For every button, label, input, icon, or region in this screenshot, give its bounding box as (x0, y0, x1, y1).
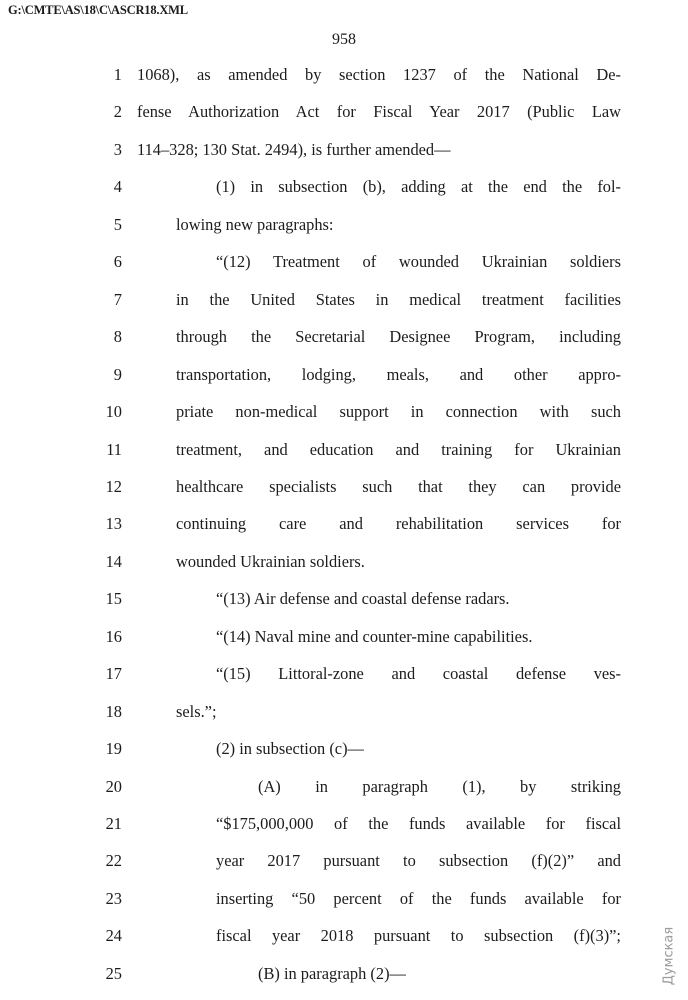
svg-text:Думская: Думская (661, 926, 677, 986)
line-text: 114–328; 130 Stat. 2494), is further amended— (137, 139, 451, 159)
text-line (0, 589, 688, 615)
line-text: healthcare specialists such that they can provide (176, 476, 621, 496)
line-text: (A) in paragraph (1), by striking (258, 776, 621, 796)
line-text: sels.”; (176, 701, 217, 721)
text-line (0, 365, 688, 391)
text-line (0, 552, 688, 578)
text-line (0, 215, 688, 241)
line-text: (B) in paragraph (2)— (258, 963, 406, 983)
text-line (0, 252, 688, 278)
line-text: year 2017 pursuant to subsection (f)(2)” and (216, 851, 621, 871)
line-text: “(12) Treatment of wounded Ukrainian soldiers (216, 252, 621, 272)
line-number: 8 (113, 327, 122, 347)
file-path-header: G:\CMTE\AS\18\C\ASCR18.XML (8, 3, 188, 17)
text-line (0, 851, 688, 877)
text-line (0, 440, 688, 466)
line-number: 2 (113, 102, 122, 122)
line-number: 1 (113, 65, 122, 84)
line-number: 13 (105, 514, 122, 534)
text-line (0, 664, 688, 690)
line-text: lowing new paragraphs: (176, 214, 334, 234)
line-number: 22 (105, 851, 122, 871)
line-text: “$175,000,000 of the funds available for fiscal (216, 814, 621, 833)
line-number: 14 (105, 551, 122, 571)
line-number: 20 (105, 776, 122, 796)
line-text: through the Secretarial Designee Program, including (176, 327, 621, 347)
text-line (0, 65, 688, 91)
line-text: continuing care and rehabilitation services for (176, 514, 621, 534)
line-number: 16 (105, 626, 122, 646)
line-number: 10 (105, 402, 122, 422)
text-line (0, 477, 688, 503)
line-text: “(15) Littoral-zone and coastal defense ves- (216, 664, 621, 684)
line-text: “(13) Air defense and coastal defense radars. (216, 589, 510, 609)
line-text: fense Authorization Act for Fiscal Year 2017 (Public Law (137, 102, 621, 122)
line-text: inserting “50 percent of the funds available for (216, 888, 621, 908)
line-number: 6 (113, 252, 122, 272)
text-line (0, 739, 688, 765)
line-number: 25 (105, 963, 122, 983)
text-line (0, 926, 688, 952)
line-number: 17 (105, 664, 122, 684)
line-text: (2) in subsection (c)— (216, 739, 364, 759)
text-line (0, 327, 688, 353)
text-line (0, 964, 688, 990)
line-number: 23 (105, 888, 122, 908)
line-number: 19 (105, 739, 122, 759)
line-text: treatment, and education and training for Ukrainian (176, 439, 621, 459)
line-text: priate non-medical support in connection with such (176, 402, 621, 422)
text-line (0, 402, 688, 428)
watermark-logo (654, 913, 684, 999)
text-line (0, 777, 688, 803)
line-number: 4 (113, 177, 122, 197)
text-line (0, 102, 688, 128)
text-line (0, 814, 688, 840)
page-number: 958 (332, 31, 356, 48)
line-text: fiscal year 2018 pursuant to subsection (f)(3)”; (216, 926, 621, 946)
text-line (0, 140, 688, 166)
text-line (0, 702, 688, 728)
line-text: 1068), as amended by section 1237 of the National De- (137, 65, 621, 84)
line-number: 7 (113, 289, 122, 309)
text-line (0, 889, 688, 915)
line-number: 9 (113, 364, 122, 384)
line-text: transportation, lodging, meals, and other appro- (176, 364, 621, 384)
line-number: 5 (113, 214, 122, 234)
line-text: in the United States in medical treatment facilities (176, 289, 621, 309)
line-text: “(14) Naval mine and counter-mine capabilities. (216, 626, 533, 646)
line-number: 15 (105, 589, 122, 609)
text-line (0, 177, 688, 203)
line-number: 21 (105, 814, 122, 833)
line-number: 24 (105, 926, 122, 946)
text-line (0, 290, 688, 316)
line-text: (1) in subsection (b), adding at the end the fol- (216, 177, 621, 197)
text-line (0, 514, 688, 540)
line-number: 12 (105, 476, 122, 496)
line-number: 11 (106, 439, 122, 459)
line-number: 18 (105, 701, 122, 721)
text-line (0, 627, 688, 653)
line-number: 3 (113, 139, 122, 159)
line-text: wounded Ukrainian soldiers. (176, 551, 365, 571)
